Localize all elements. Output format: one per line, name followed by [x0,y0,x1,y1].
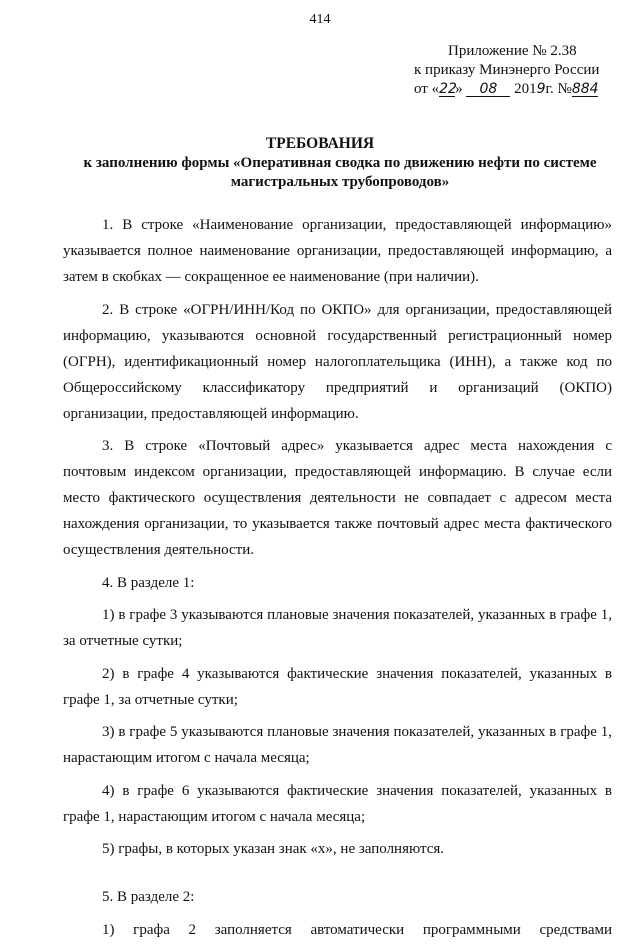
document-subtitle: к заполнению формы «Оперативная сводка по движению нефти по системе магистральных трубопроводов» [83,155,597,190]
order-year-end: г. № [545,81,572,97]
paragraph-4-item-5: 5) графы, в которых указан знак «х», не заполняются. [102,841,445,857]
paragraph-4-item-4: 4) в графе 6 указываются фактические значения показателей, указанных в графе 1, нарастающим итогом с начала месяца; [63,782,612,825]
paragraph-5-item-1: 1) графа 2 заполняется автоматически программными средствами [102,921,612,938]
paragraph-2: 2. В строке «ОГРН/ИНН/Код по ОКПО» для организации, предоставляющей информацию, указываются основной государственный регистрационный номер (ОГРН), идентификационный номер налогоплательщика (ИНН), а также код по Общероссийскому классификатору предприятий и организаций (ОКПО) организации, предоставляющей информацию. [63,301,612,422]
order-month: 08 [466,82,510,97]
appendix-line-2: к приказу Минэнерго России [414,62,600,78]
paragraph-4-item-2: 2) в графе 4 указываются фактические значения показателей, указанных в графе 1, за отчетные сутки; [63,665,612,708]
order-close-quote: » [455,81,463,97]
order-year-prefix: 201 [514,81,537,97]
document-body [63,212,612,949]
appendix-block [400,42,620,99]
paragraph-4-item-3: 3) в графе 5 указываются плановые значения показателей, указанных в графе 1, нарастающим итогом с начала месяца; [63,724,612,766]
document-title: ТРЕБОВАНИЯ [265,135,375,152]
paragraph-4-item-1: 1) в графе 3 указываются плановые значения показателей, указанных в графе 1, за отчетные сутки; [63,607,612,649]
order-year-suffix: 9 [536,81,546,97]
appendix-line-3 [400,80,620,99]
order-from-label: от « [414,81,440,97]
order-number: 884 [571,81,599,97]
order-day: 22 [439,81,457,97]
paragraph-5: 5. В разделе 2: [102,889,195,905]
paragraph-4: 4. В разделе 1: [102,574,195,591]
paragraph-1: 1. В строке «Наименование организации, предоставляющей информацию» указывается полное наименование организации, предоставляющей информацию, а затем в скобках — сокращенное ее наименование (при наличии). [63,217,612,285]
page-number: 414 [309,12,331,27]
paragraph-3: 3. В строке «Почтовый адрес» указывается адрес места нахождения с почтовым индексом организации, предоставляющей информацию. В случае если место фактического осуществления деятельности не совпадает с адресом места нахождения организации, то указывается также почтовый адрес места фактического осуществления деятельности. [63,438,612,558]
appendix-line-1: Приложение № 2.38 [448,43,577,59]
